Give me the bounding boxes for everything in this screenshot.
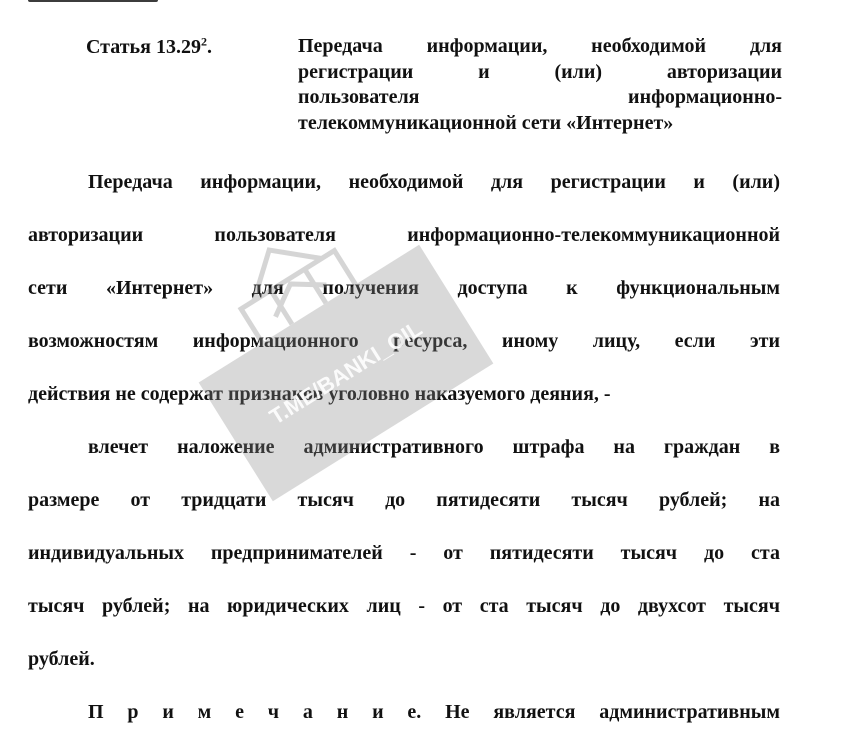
article-number: [86, 34, 298, 136]
note-line: П р и м е ч а н и е. Не является административным: [88, 701, 780, 723]
body-line: влечет наложение административного штрафа на граждан в: [88, 436, 780, 458]
body-line: тысяч рублей; на юридических лиц - от ста тысяч до двухсот тысяч: [28, 595, 780, 617]
body-line: авторизации пользователя информационно-телекоммуникационной: [28, 224, 780, 246]
article-title-line: Передача информации, необходимой для: [298, 35, 782, 57]
article-title-line: пользователя информационно-: [298, 86, 782, 108]
article-title-line: телекоммуникационной сети «Интернет»: [298, 111, 674, 134]
body-line: размере от тридцати тысяч до пятидесяти тысяч рублей; на: [28, 489, 780, 511]
body-line: действия не содержат признаков уголовно наказуемого деяния, -: [28, 383, 611, 405]
body-line: Передача информации, необходимой для регистрации и (или): [88, 171, 780, 193]
body-line: сети «Интернет» для получения доступа к функциональным: [28, 277, 780, 299]
article-header: [86, 34, 786, 136]
cropped-previous-line: [28, 0, 158, 4]
body-line: индивидуальных предпринимателей - от пятидесяти тысяч до ста: [28, 542, 780, 564]
article-title-line: регистрации и (или) авторизации: [298, 60, 782, 83]
article-number-suffix: .: [206, 36, 212, 58]
article-number-superscript: 2: [200, 34, 207, 49]
article-title: [298, 34, 782, 136]
watermark-text: T.ME/BANKI_OIL: [264, 315, 427, 430]
body-line: рублей.: [28, 648, 95, 670]
article-body: [28, 164, 780, 747]
article-number-prefix: Статья 13.29: [86, 36, 201, 58]
body-line: возможностям информационного ресурса, иному лицу, если эти: [28, 330, 780, 352]
